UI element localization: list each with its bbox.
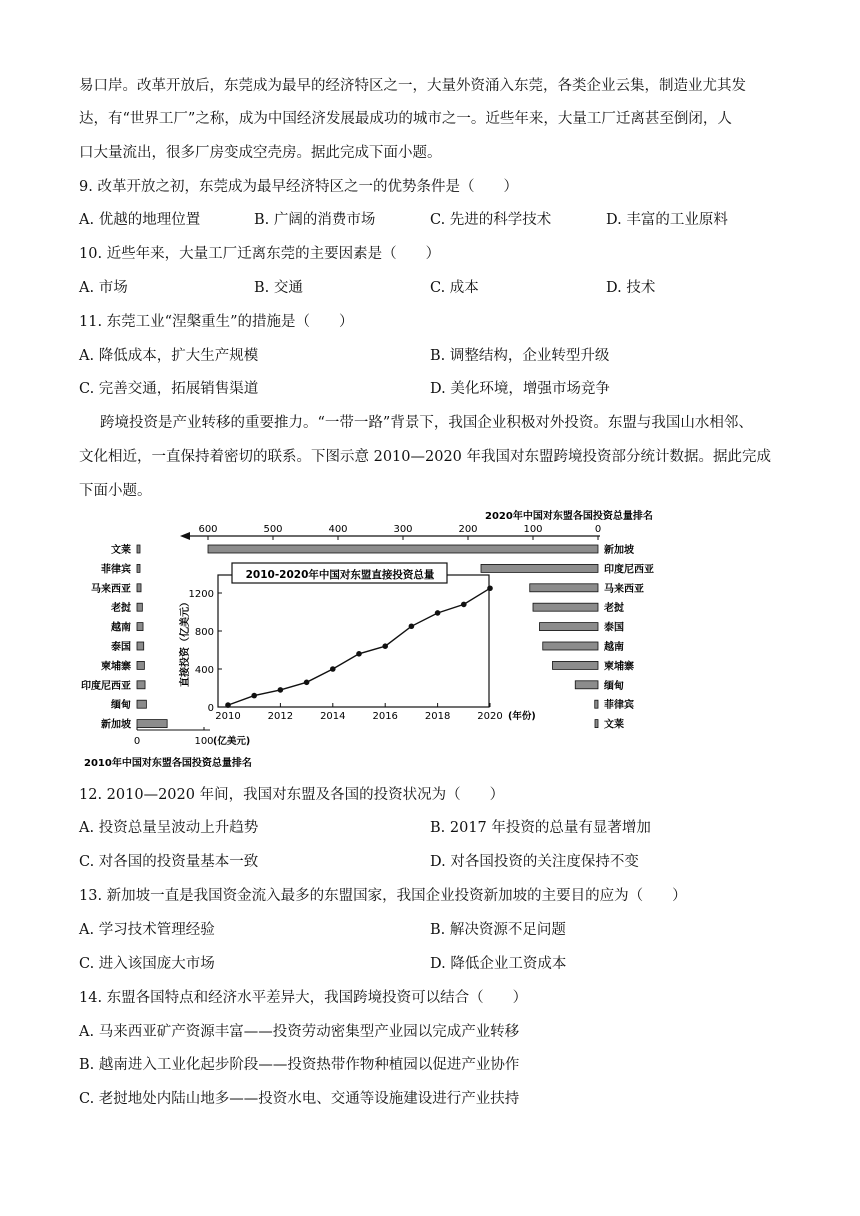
arrow-left-icon [180,532,190,540]
chart-2010-unit: (亿美元) [213,736,251,747]
q14-option-a: A. 马来西亚矿产资源丰富——投资劳动密集型产业园以完成产业转移 [79,1024,520,1040]
chart-2020-bar [543,642,598,650]
line-chart-ytick-label: 0 [207,703,214,714]
chart-2020-bar [553,661,599,669]
q10-option-d: D. 技术 [606,280,656,296]
q11-option-d: D. 美化环境，增强市场竞争 [430,381,610,397]
chart-2020-tick-label: 600 [198,524,218,535]
line-chart-point [330,666,336,672]
chart-2010-category-label: 缅甸 [111,700,131,712]
chart-2020-category-label: 老挝 [604,603,624,615]
line-chart-ytick-label: 1200 [188,589,214,600]
q13-option-c: C. 进入该国庞大市场 [79,956,215,972]
line-chart-point [435,610,441,616]
chart-2010-category-label: 越南 [111,622,131,634]
chart-2020-tick-label: 500 [263,524,283,535]
line-chart-xlabel: (年份) [508,711,536,722]
q11-option-a: A. 降低成本，扩大生产规模 [79,348,259,364]
chart-2020-tick-label: 200 [458,524,478,535]
q9-option-a: A. 优越的地理位置 [79,212,201,228]
chart-2020-category-label: 泰国 [604,622,624,634]
q13-option-d: D. 降低企业工资成本 [430,956,567,972]
chart-2010-category-label: 新加坡 [101,719,131,731]
line-chart-xtick-label: 2014 [320,711,346,722]
line-chart-xtick-label: 2020 [477,711,503,722]
chart-2010-tick-label: 0 [133,736,141,747]
chart-2010-bar [137,642,144,650]
q12-option-b: B. 2017 年投资的总量有显著增加 [430,820,651,836]
q11-stem: 11. 东莞工业“涅槃重生”的措施是（ ） [79,314,354,330]
chart-2010-category-label: 泰国 [111,642,131,653]
q14-option-c: C. 老挝地处内陆山地多——投资水电、交通等设施建设进行产业扶持 [79,1091,520,1107]
chart-2020-bar [533,603,598,611]
line-chart-ytick-label: 400 [194,665,214,676]
q12-stem: 12. 2010—2020 年间，我国对东盟及各国的投资状况为（ ） [79,787,505,803]
q9-option-c: C. 先进的科学技术 [430,212,552,228]
chart-2010-bar [137,545,140,553]
line-chart-xtick-label: 2016 [372,711,398,722]
line-chart-point [304,680,310,686]
line-chart-xtick-label: 2018 [424,711,451,722]
passage2-line-3: 下面小题。 [79,483,152,499]
chart-2020-bar [530,584,598,592]
chart-2010-bar [137,661,144,669]
chart-2020-category-label: 柬埔寨 [604,661,634,673]
chart-2010-bar [137,603,142,611]
chart-2010-bar [137,700,146,708]
chart-2020-bar [481,564,598,572]
q10-option-a: A. 市场 [79,280,128,296]
chart-2020-title: 2020年中国对东盟各国投资总量排名 [485,511,653,522]
chart-2020-category-label: 文莱 [604,719,624,731]
q12-option-a: A. 投资总量呈波动上升趋势 [79,820,259,836]
q13-option-a: A. 学习技术管理经验 [79,922,215,938]
line-chart-point [409,623,415,629]
q10-option-c: C. 成本 [430,280,479,296]
passage2-line-1: 跨境投资是产业转移的重要推力。“一带一路”背景下，我国企业积极对外投资。东盟与我国山水相邻、 [100,415,753,431]
chart-2010-bar [137,584,141,592]
q9-stem: 9. 改革开放之初，东莞成为最早经济特区之一的优势条件是（ ） [79,179,518,195]
investment-figure [80,502,700,774]
q13-stem: 13. 新加坡一直是我国资金流入最多的东盟国家，我国企业投资新加坡的主要目的应为（ ） [79,888,687,904]
line-chart-title: 2010-2020年中国对东盟直接投资总量 [245,569,435,581]
chart-2010-bar [137,564,140,572]
line-chart-point [278,687,284,693]
chart-2020-tick-label: 100 [523,524,543,535]
chart-2020-bar [595,700,598,708]
chart-2020-tick-label: 0 [594,524,602,535]
chart-2020-category-label: 缅甸 [604,680,624,692]
chart-2010-category-label: 马来西亚 [91,583,131,595]
line-chart-xtick-label: 2012 [267,711,294,722]
line-chart-point [382,643,388,649]
intro-line-2: 达，有“世界工厂”之称，成为中国经济发展最成功的城市之一。近些年来，大量工厂迁离甚至倒闭，人 [79,111,732,127]
intro-line-1: 易口岸。改革开放后，东莞成为最早的经济特区之一，大量外资涌入东莞，各类企业云集，制造业尤其发 [79,78,746,94]
chart-2020-bar [575,681,598,689]
q13-option-b: B. 解决资源不足问题 [430,922,566,938]
chart-2020-category-label: 越南 [604,642,624,653]
q11-option-c: C. 完善交通，拓展销售渠道 [79,381,259,397]
chart-2020-bar [595,720,598,728]
line-chart-point [225,702,231,708]
chart-2020-bar [208,545,598,553]
chart-2010-category-label: 印度尼西亚 [81,680,131,692]
q14-stem: 14. 东盟各国特点和经济水平差异大，我国跨境投资可以结合（ ） [79,990,528,1006]
q10-option-b: B. 交通 [254,280,303,296]
chart-2010-title: 2010年中国对东盟各国投资总量排名 [84,758,252,769]
line-chart-frame [218,575,489,707]
chart-2020-bar [540,623,599,631]
passage2-line-2: 文化相近，一直保持着密切的联系。下图示意 2010—2020 年我国对东盟跨境投资部分统计数据。据此完成 [79,449,772,465]
q9-option-b: B. 广阔的消费市场 [254,212,376,228]
chart-2010-tick-label: 100 [194,736,214,747]
line-chart-point [356,651,362,657]
chart-2020-tick-label: 300 [393,524,413,535]
chart-2020-category-label: 菲律宾 [604,700,634,712]
line-chart-point [251,693,257,699]
q10-stem: 10. 近些年来，大量工厂迁离东莞的主要因素是（ ） [79,246,441,262]
chart-2020-category-label: 新加坡 [604,545,634,556]
chart-2010-category-label: 柬埔寨 [101,661,131,673]
chart-2010-bar [137,681,145,689]
line-chart-xtick-label: 2010 [215,711,241,722]
q9-option-d: D. 丰富的工业原料 [606,212,728,228]
q12-option-d: D. 对各国投资的关注度保持不变 [430,854,639,870]
chart-2010-category-label: 菲律宾 [101,564,131,576]
q12-option-c: C. 对各国的投资量基本一致 [79,854,259,870]
q11-option-b: B. 调整结构，企业转型升级 [430,348,610,364]
intro-line-3: 口大量流出，很多厂房变成空壳房。据此完成下面小题。 [79,145,442,161]
q14-option-b: B. 越南进入工业化起步阶段——投资热带作物种植园以促进产业协作 [79,1057,520,1073]
chart-2020-category-label: 印度尼西亚 [604,564,654,576]
chart-2010-bar [137,623,143,631]
chart-2020-tick-label: 400 [328,524,348,535]
chart-2010-bar [137,720,167,728]
line-chart-ytick-label: 800 [194,627,214,638]
chart-2010-category-label: 老挝 [111,603,131,615]
chart-2020-category-label: 马来西亚 [604,583,644,595]
line-chart-ylabel: 直接投资（亿美元） [180,597,191,687]
line-chart-point [487,585,493,591]
line-chart-point [461,602,467,608]
chart-2010-category-label: 文莱 [111,545,131,556]
